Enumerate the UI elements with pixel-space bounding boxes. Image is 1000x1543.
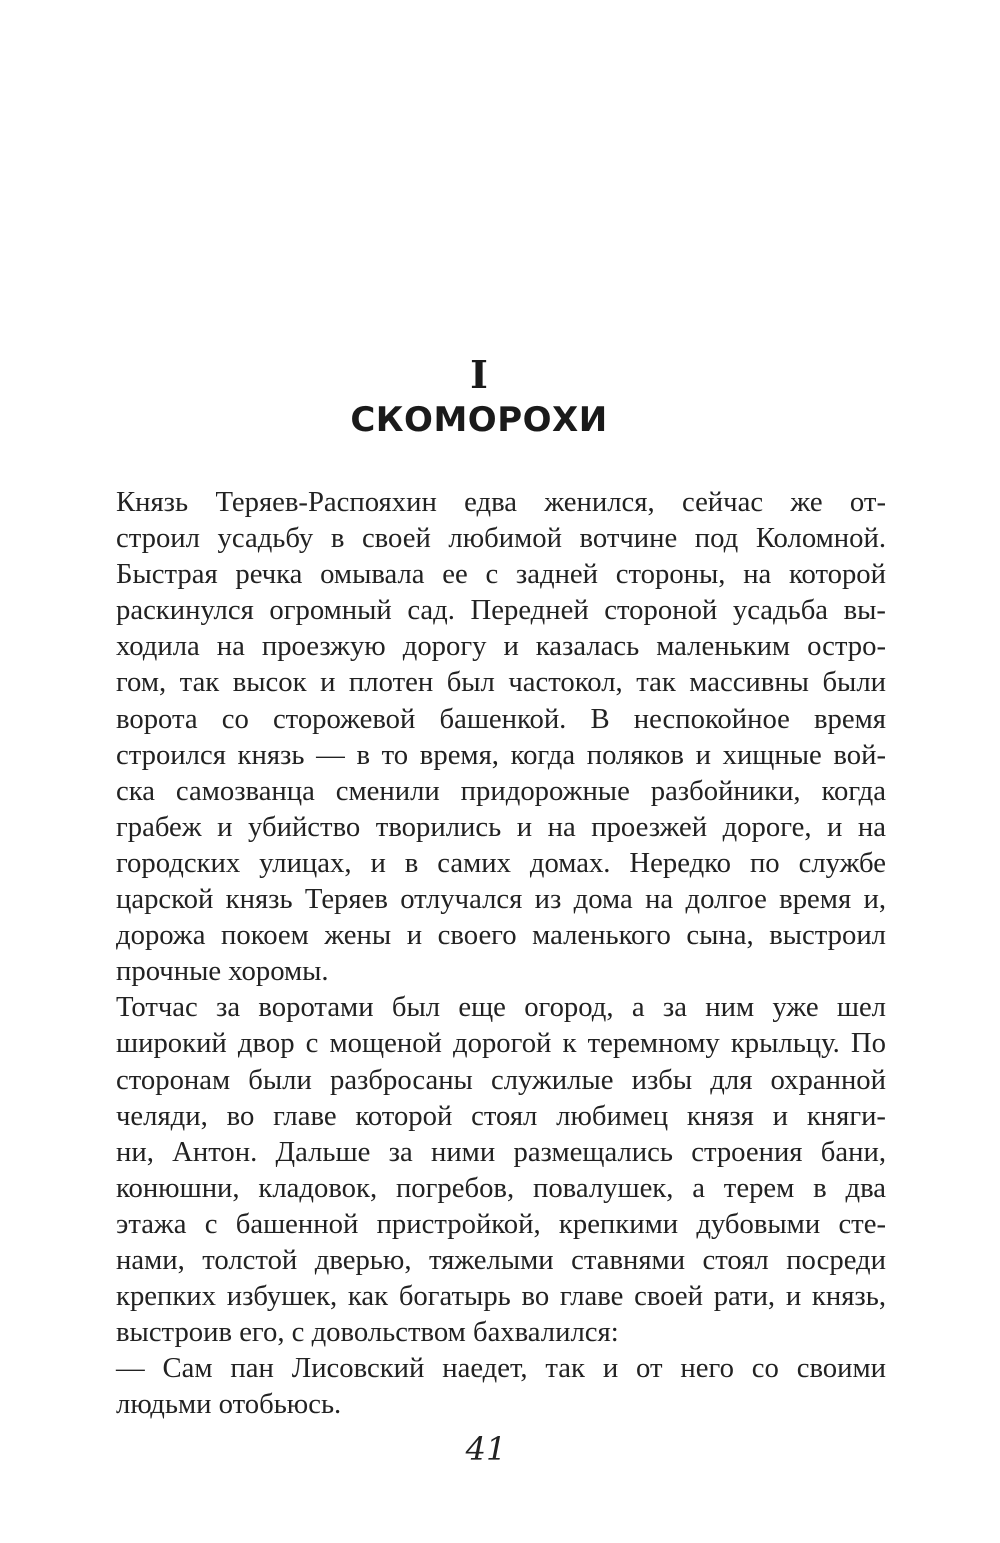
chapter-title: СКОМОРОХИ	[350, 400, 608, 440]
text-line: ска самозванца сменили придорожные разбойники, когда	[116, 774, 886, 807]
text-line: Быстрая речка омывала ее с задней стороны, на которой	[116, 558, 886, 591]
body-text	[116, 484, 886, 1422]
paragraph	[116, 1350, 886, 1422]
text-line: — Сам пан Лисовский наедет, так и от него со своими	[116, 1352, 886, 1385]
text-line: конюшни, кладовок, погребов, повалушек, а терем в два	[116, 1171, 886, 1204]
text-line: нами, толстой дверью, тяжелыми ставнями стоял посреди	[116, 1243, 886, 1276]
text-line: широкий двор с мощеной дорогой к теремному крыльцу. По	[116, 1027, 886, 1060]
text-line: Князь Теряев-Распояхин едва женился, сейчас же от-	[116, 486, 886, 518]
text-line: грабеж и убийство творились и на проезжей дороге, и на	[116, 810, 886, 843]
text-line: городских улицах, и в самих домах. Нередко по службе	[116, 846, 886, 879]
paragraph	[116, 484, 886, 989]
text-line: сторонам были разбросаны служилые избы для охранной	[116, 1063, 886, 1096]
text-line: гом, так высок и плотен был частокол, так массивны были	[116, 666, 886, 699]
text-line: ходила на проезжую дорогу и казалась маленьким остро-	[116, 630, 886, 663]
text-line: дорожа покоем жены и своего маленького сына, выстроил	[116, 919, 886, 952]
text-line: царской князь Теряев отлучался из дома на долгое время и,	[116, 883, 886, 916]
text-line: крепких избушек, как богатырь во главе своей рати, и князь,	[116, 1280, 886, 1313]
text-line: выстроив его, с довольством бахвалился:	[116, 1316, 619, 1349]
page-number: 41	[465, 1430, 507, 1468]
text-line: челяди, во главе которой стоял любимец князя и княги-	[116, 1099, 886, 1132]
text-line: строился князь — в то время, когда поляков и хищные вой-	[116, 738, 886, 771]
text-line: прочные хоромы.	[116, 955, 329, 988]
text-line: ни, Антон. Дальше за ними размещались строения бани,	[116, 1135, 886, 1168]
text-line: строил усадьбу в своей любимой вотчине под Коломной.	[116, 522, 886, 555]
chapter-number: I	[470, 352, 488, 397]
paragraph	[116, 989, 886, 1350]
text-line: этажа с башенной пристройкой, крепкими дубовыми сте-	[116, 1207, 886, 1240]
text-line: раскинулся огромный сад. Передней стороной усадьба вы-	[116, 594, 886, 627]
text-line: ворота со сторожевой башенкой. В неспокойное время	[116, 702, 886, 735]
text-line: Тотчас за воротами был еще огород, а за ним уже шел	[116, 991, 886, 1024]
text-line: людьми отобьюсь.	[116, 1388, 342, 1421]
